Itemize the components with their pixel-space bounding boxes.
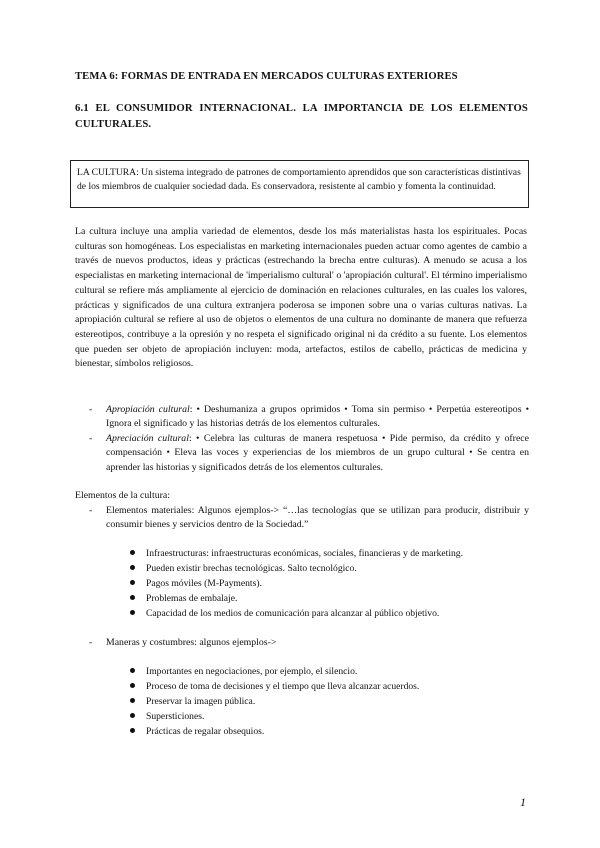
bullet-text: Proceso de toma de decisiones y el tiempo que lleva alcanzar acuerdos. bbox=[146, 681, 420, 692]
bullet-icon bbox=[130, 713, 135, 718]
bullet-icon bbox=[130, 683, 135, 688]
bullet-item bbox=[130, 576, 530, 591]
list-item-text: Elementos materiales: Algunos ejemplos-> “…las tecnologías que se utilizan para producir, distribuir y consumir bienes y servicios dentro de la Sociedad.” bbox=[106, 505, 529, 531]
bullet-icon bbox=[130, 668, 135, 673]
bullet-text: Problemas de embalaje. bbox=[146, 593, 238, 604]
list-item bbox=[75, 432, 529, 475]
list-item bbox=[75, 636, 529, 650]
list-item-text: Maneras y costumbres: algunos ejemplos-> bbox=[106, 637, 277, 648]
bullet-icon bbox=[130, 580, 135, 585]
dash-marker: - bbox=[89, 404, 93, 415]
definition-box bbox=[70, 160, 529, 208]
page-number: 1 bbox=[520, 795, 526, 809]
customs-bullets bbox=[130, 664, 530, 739]
material-elements-list bbox=[75, 504, 529, 533]
bullet-icon bbox=[130, 550, 135, 555]
bullet-item bbox=[130, 709, 530, 724]
bullet-text: Importantes en negociaciones, por ejemplo, el silencio. bbox=[146, 666, 358, 677]
dash-marker: - bbox=[89, 637, 93, 648]
elements-title: Elementos de la cultura: bbox=[75, 490, 170, 501]
bullet-icon bbox=[130, 728, 135, 733]
bullet-text: Pueden existir brechas tecnológicas. Salto tecnológico. bbox=[146, 563, 357, 574]
list-item-text: : • Celebra las culturas de manera respetuosa • Pide permiso, da crédito y ofrece compensación • Eleva las voces y experiencias de los miembros de un grupo cultural • Se centra en aprender las historias y significados detrás de los elementos culturales. bbox=[106, 432, 529, 473]
bullet-text: Pagos móviles (M-Payments). bbox=[146, 578, 262, 589]
bullet-item bbox=[130, 561, 530, 576]
cultural-concepts-list bbox=[75, 403, 529, 475]
customs-list bbox=[75, 636, 529, 650]
section-heading: 6.1 EL CONSUMIDOR INTERNACIONAL. LA IMPORTANCIA DE LOS ELEMENTOS CULTURALES. bbox=[75, 103, 528, 130]
bullet-item bbox=[130, 694, 530, 709]
dash-marker: - bbox=[89, 432, 93, 444]
definition-term: LA CULTURA bbox=[77, 167, 137, 178]
bullet-item bbox=[130, 606, 530, 621]
bullet-text: Prácticas de regalar obsequios. bbox=[146, 726, 265, 737]
bullet-icon bbox=[130, 565, 135, 570]
bullet-item bbox=[130, 679, 530, 694]
bullet-item bbox=[130, 591, 530, 606]
dash-marker: - bbox=[89, 505, 93, 516]
definition-text: : Un sistema integrado de patrones de comportamiento aprendidos que son características distintivas de los miembros de cualquier sociedad dada. Es conservadora, resistente al cambio y fomenta la continuidad. bbox=[77, 167, 521, 193]
intro-paragraph: La cultura incluye una amplia variedad de elementos, desde los más materialistas hasta los espirituales. Pocas culturas son homogéneas. Los especialistas en marketing internacionales pueden actuar como agentes de cambio a través de nuevos productos, ideas y prácticas (estrechando la brecha entre culturas). A menudo se acusa a los especialistas en marketing internacional de 'imperialismo cultural' o 'apropiación cultural'. El término imperialismo cultural se refiere más ampliamente al ejercicio de dominación en relaciones culturales, en las cuales los valores, prácticas y significados de una cultura extranjera poderosa se imponen sobre una o varias culturas nativas. La apropiación cultural se refiere al uso de objetos o elementos de una cultura no dominante de manera que refuerza estereotipos, contribuye a la opresión y no respeta el significado original ni da crédito a su fuente. Los elementos que pueden ser objeto de apropiación incluyen: moda, artefactos, estilos de cabello, prácticas de medicina y bienestar, símbolos religiosos. bbox=[75, 226, 527, 370]
bullet-item bbox=[130, 724, 530, 739]
material-bullets bbox=[130, 546, 530, 621]
bullet-icon bbox=[130, 610, 135, 615]
bullet-text: Infraestructuras: infraestructuras económicas, sociales, financieras y de marketing. bbox=[146, 548, 463, 559]
bullet-item bbox=[130, 546, 530, 561]
list-item bbox=[75, 504, 529, 533]
page-title: TEMA 6: FORMAS DE ENTRADA EN MERCADOS CULTURAS EXTERIORES bbox=[75, 71, 458, 82]
bullet-text: Preservar la imagen pública. bbox=[146, 696, 256, 707]
list-item-text: : • Deshumaniza a grupos oprimidos • Toma sin permiso • Perpetúa estereotipos • Ignora el significado y las historias detrás de los elementos culturales. bbox=[106, 404, 529, 430]
list-item-term: Apropiación cultural bbox=[106, 404, 190, 415]
list-item bbox=[75, 403, 529, 432]
bullet-icon bbox=[130, 595, 135, 600]
bullet-text: Supersticiones. bbox=[146, 711, 205, 722]
list-item-term: Apreciación cultural bbox=[106, 432, 189, 444]
bullet-icon bbox=[130, 698, 135, 703]
bullet-text: Capacidad de los medios de comunicación para alcanzar al público objetivo. bbox=[146, 608, 440, 619]
bullet-item bbox=[130, 664, 530, 679]
